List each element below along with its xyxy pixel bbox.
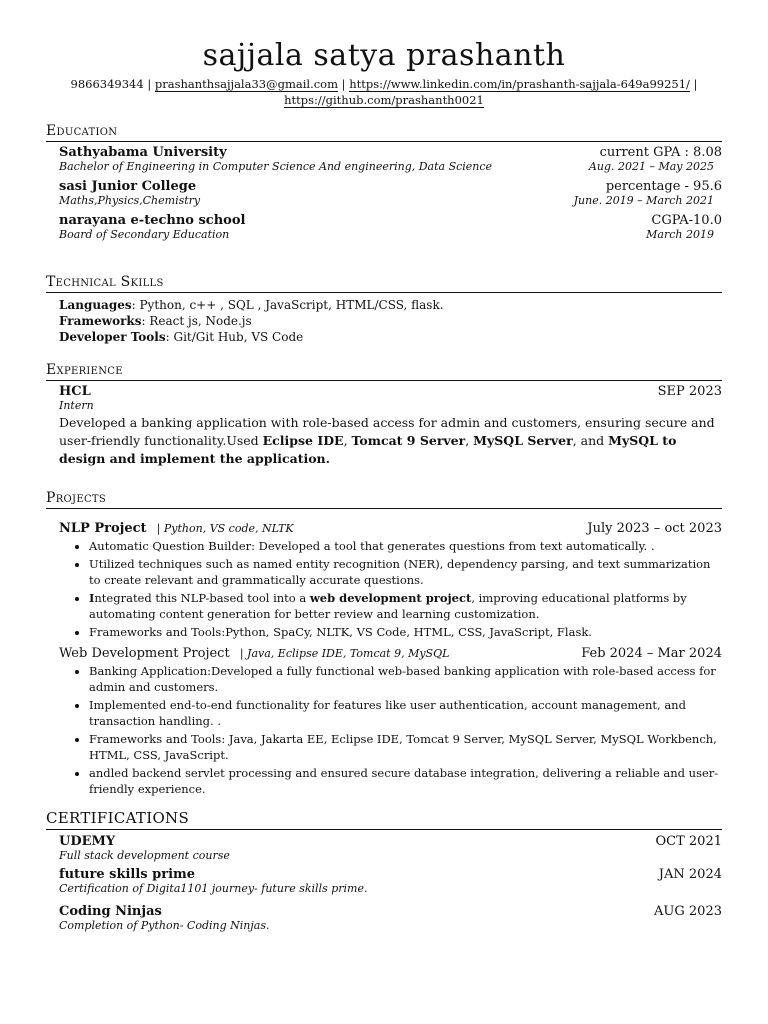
project-entry bbox=[59, 517, 722, 640]
project-bullets bbox=[59, 538, 722, 640]
certifications-section bbox=[46, 809, 722, 932]
frameworks-value: : React js, Node.js bbox=[141, 314, 252, 328]
cert-date: JAN 2024 bbox=[658, 867, 722, 882]
school-detail: Bachelor of Engineering in Computer Science And engineering, Data Science bbox=[59, 160, 493, 173]
skills-list bbox=[59, 297, 722, 345]
education-entry bbox=[59, 179, 722, 207]
separator: | bbox=[143, 77, 155, 91]
cert-detail: Certification of Digita1101 journey- future skills prime. bbox=[59, 882, 368, 895]
bullet-item: • Implemented end-to-end functionality for features like user authentication, account management, and transaction handling. . bbox=[89, 697, 722, 729]
skills-heading: Technical Skills bbox=[46, 274, 722, 293]
candidate-name: sajjala satya prashanth bbox=[202, 38, 566, 73]
project-tech: | Python, VS code, NLTK bbox=[156, 522, 294, 535]
certification-entry bbox=[59, 834, 722, 862]
bullet-item: • Frameworks and Tools: Java, Jakarta EE, Eclipse IDE, Tomcat 9 Server, MySQL Server, MySQL Workbench, HTML, CSS, JavaScript. bbox=[89, 731, 722, 763]
school-dates: June. 2019 – March 2021 bbox=[573, 194, 714, 207]
cert-detail: Completion of Python- Coding Ninjas. bbox=[59, 919, 270, 932]
project-dates: Feb 2024 – Mar 2024 bbox=[581, 646, 722, 661]
cert-detail: Full stack development course bbox=[59, 849, 230, 862]
desc-bold: Eclipse IDE bbox=[262, 433, 344, 448]
phone: 9866349344 bbox=[70, 77, 144, 91]
cert-date: AUG 2023 bbox=[654, 904, 722, 919]
cert-name: UDEMY bbox=[59, 834, 116, 849]
certification-entry bbox=[59, 867, 722, 895]
experience-description bbox=[59, 414, 722, 468]
bullet-item: • andled backend servlet processing and ensured secure database integration, delivering a reliable and user-friendly experience. bbox=[89, 765, 722, 797]
bullet-bold: web development project bbox=[309, 591, 472, 605]
certifications-heading: CERTIFICATIONS bbox=[46, 809, 722, 830]
tools-value: : Git/Git Hub, VS Code bbox=[165, 330, 304, 344]
experience-role: Intern bbox=[59, 399, 94, 412]
tools-label: Developer Tools bbox=[59, 330, 166, 344]
education-section bbox=[46, 123, 722, 241]
linkedin-link[interactable]: https://www.linkedin.com/in/prashanth-sajjala-649a99251/ bbox=[349, 77, 690, 91]
separator: | bbox=[338, 77, 350, 91]
experience-entry bbox=[59, 384, 722, 468]
school-name: Sathyabama University bbox=[59, 145, 227, 160]
school-dates: March 2019 bbox=[646, 228, 714, 241]
desc-text: , bbox=[465, 433, 474, 448]
project-tech: | Java, Eclipse IDE, Tomcat 9, MySQL bbox=[239, 647, 450, 660]
project-bullets bbox=[59, 663, 722, 797]
separator: | bbox=[689, 77, 698, 91]
school-score: current GPA : 8.08 bbox=[599, 145, 722, 160]
projects-heading: Projects bbox=[46, 490, 722, 509]
contact-line bbox=[0, 76, 768, 108]
skills-languages bbox=[59, 297, 722, 313]
experience-section bbox=[46, 362, 722, 468]
project-title: Web Development Project bbox=[59, 646, 230, 661]
desc-text: , bbox=[343, 433, 352, 448]
school-detail: Maths,Physics,Chemistry bbox=[59, 194, 201, 207]
skills-section bbox=[46, 274, 722, 345]
bullet-item: • Automatic Question Builder: Developed a tool that generates questions from text automatically. . bbox=[89, 538, 722, 554]
github-link[interactable]: https://github.com/prashanth0021 bbox=[284, 93, 484, 107]
school-name: narayana e-techno school bbox=[59, 213, 246, 228]
cert-date: OCT 2021 bbox=[655, 834, 722, 849]
desc-text: Developed a banking application with role-based access for admin and customers, ensuring secure and user-friendly functionality.Used bbox=[59, 415, 715, 448]
languages-label: Languages bbox=[59, 298, 132, 312]
project-entry bbox=[59, 642, 722, 797]
project-dates: July 2023 – oct 2023 bbox=[587, 521, 722, 536]
bullet-item bbox=[89, 590, 722, 622]
cert-name: future skills prime bbox=[59, 867, 196, 882]
education-heading: Education bbox=[46, 123, 722, 142]
cert-name: Coding Ninjas bbox=[59, 904, 162, 919]
experience-date: SEP 2023 bbox=[657, 384, 722, 399]
bullet-text: , improving educational platforms by automating content generation for better review and learning customization. bbox=[89, 591, 687, 621]
bullet-item: • Frameworks and Tools:Python, SpaCy, NLTK, VS Code, HTML, CSS, JavaScript, Flask. bbox=[89, 624, 722, 640]
desc-bold: MySQL Server bbox=[473, 433, 573, 448]
school-dates: Aug. 2021 – May 2025 bbox=[588, 160, 714, 173]
education-entry bbox=[59, 213, 722, 241]
bullet-item: • Utilized techniques such as named entity recognition (NER), dependency parsing, and text summarization to create relevant and grammatically accurate questions. bbox=[89, 556, 722, 588]
experience-heading: Experience bbox=[46, 362, 722, 381]
bullet-bold: I bbox=[89, 591, 95, 605]
email-link[interactable]: prashanthsajjala33@gmail.com bbox=[154, 77, 339, 91]
bullet-item: • Banking Application:Developed a fully functional web-based banking application with role-based access for admin and customers. bbox=[89, 663, 722, 695]
bullet-text: ntegrated this NLP-based tool into a bbox=[94, 591, 310, 605]
desc-bold: Tomcat 9 Server bbox=[351, 433, 466, 448]
skills-frameworks bbox=[59, 313, 722, 329]
school-score: CGPA-10.0 bbox=[651, 213, 722, 228]
projects-section bbox=[46, 490, 722, 799]
education-entry bbox=[59, 145, 722, 173]
project-title: NLP Project bbox=[59, 521, 147, 536]
school-name: sasi Junior College bbox=[59, 179, 197, 194]
desc-bold: MySQL to design and implement the application. bbox=[59, 433, 677, 466]
certification-entry bbox=[59, 904, 722, 932]
desc-text: , and bbox=[572, 433, 609, 448]
school-score: percentage - 95.6 bbox=[605, 179, 722, 194]
skills-tools bbox=[59, 329, 722, 345]
school-detail: Board of Secondary Education bbox=[59, 228, 230, 241]
languages-value: : Python, c++ , SQL , JavaScript, HTML/CSS, flask. bbox=[131, 298, 444, 312]
company-name: HCL bbox=[59, 384, 91, 399]
frameworks-label: Frameworks bbox=[59, 314, 142, 328]
